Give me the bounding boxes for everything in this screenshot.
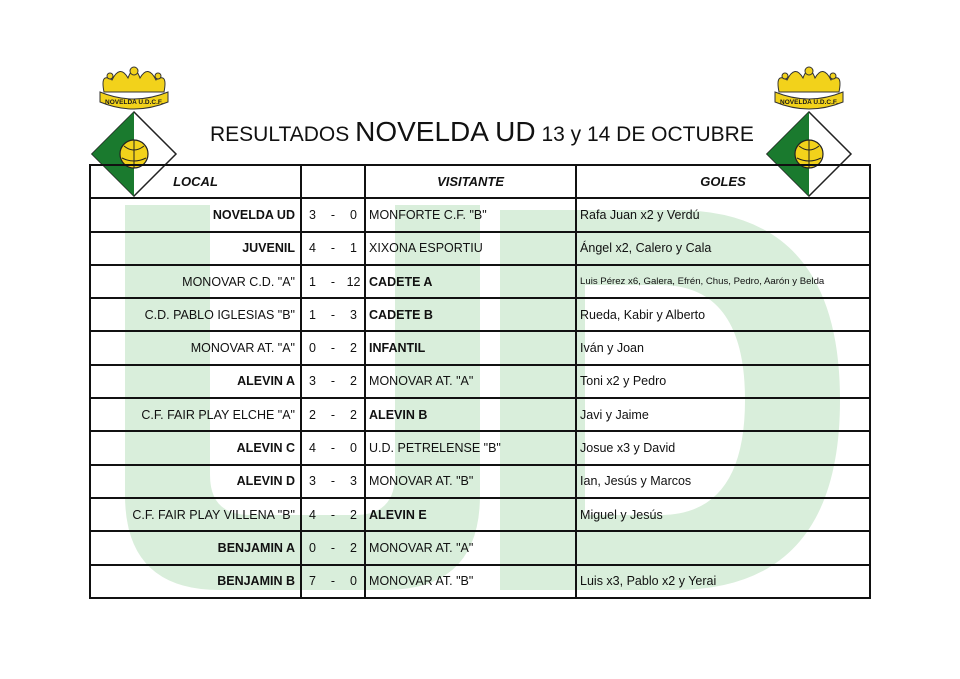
score-separator: - — [323, 565, 343, 598]
table-row — [90, 331, 870, 364]
table-row — [90, 298, 870, 331]
home-goals-cell: 3 — [301, 198, 323, 231]
scorers-cell: Toni x2 y Pedro — [576, 365, 870, 398]
table-row — [90, 565, 870, 598]
table-row — [90, 198, 870, 231]
visiting-team-cell: INFANTIL — [365, 331, 576, 364]
visiting-team-cell: ALEVIN E — [365, 498, 576, 531]
local-team-cell: MONOVAR C.D. "A" — [90, 265, 301, 298]
header-local: LOCAL — [90, 165, 301, 198]
away-goals-cell: 2 — [343, 531, 365, 564]
away-goals-cell: 0 — [343, 198, 365, 231]
away-goals-cell: 0 — [343, 565, 365, 598]
scorers-cell: Rueda, Kabir y Alberto — [576, 298, 870, 331]
away-goals-cell: 12 — [343, 265, 365, 298]
away-goals-cell: 3 — [343, 298, 365, 331]
local-team-cell: ALEVIN D — [90, 465, 301, 498]
score-separator: - — [323, 265, 343, 298]
visiting-team-cell: MONOVAR AT. "A" — [365, 365, 576, 398]
local-team-cell: C.F. FAIR PLAY VILLENA "B" — [90, 498, 301, 531]
scorers-cell: Iván y Joan — [576, 331, 870, 364]
table-row — [90, 232, 870, 265]
local-team-cell: ALEVIN A — [90, 365, 301, 398]
home-goals-cell: 3 — [301, 365, 323, 398]
score-separator: - — [323, 398, 343, 431]
away-goals-cell: 3 — [343, 465, 365, 498]
score-separator: - — [323, 365, 343, 398]
table-header-row — [90, 165, 870, 198]
results-table — [89, 164, 871, 599]
title-dates: 13 y 14 DE OCTUBRE — [541, 123, 754, 146]
score-separator: - — [323, 298, 343, 331]
title-club: NOVELDA UD — [355, 116, 536, 147]
header-goles: GOLES — [576, 165, 870, 198]
visiting-team-cell: XIXONA ESPORTIU — [365, 232, 576, 265]
home-goals-cell: 4 — [301, 232, 323, 265]
scorers-cell: Rafa Juan x2 y Verdú — [576, 198, 870, 231]
local-team-cell: MONOVAR AT. "A" — [90, 331, 301, 364]
home-goals-cell: 2 — [301, 398, 323, 431]
score-separator: - — [323, 498, 343, 531]
local-team-cell: JUVENIL — [90, 232, 301, 265]
score-separator: - — [323, 232, 343, 265]
local-team-cell: ALEVIN C — [90, 431, 301, 464]
home-goals-cell: 0 — [301, 331, 323, 364]
local-team-cell: C.D. PABLO IGLESIAS "B" — [90, 298, 301, 331]
crest-banner-text: NOVELDA U.D.C.F. — [105, 99, 163, 106]
local-team-cell: BENJAMIN B — [90, 565, 301, 598]
visiting-team-cell: ALEVIN B — [365, 398, 576, 431]
visiting-team-cell: MONOVAR AT. "B" — [365, 565, 576, 598]
header-score — [301, 165, 365, 198]
away-goals-cell: 2 — [343, 331, 365, 364]
title-prefix: RESULTADOS — [210, 123, 350, 146]
header-visitante: VISITANTE — [365, 165, 576, 198]
table-row — [90, 398, 870, 431]
table-row — [90, 431, 870, 464]
scorers-cell: Josue x3 y David — [576, 431, 870, 464]
scorers-cell: Ángel x2, Calero y Cala — [576, 232, 870, 265]
scorers-cell: Javi y Jaime — [576, 398, 870, 431]
scorers-cell: Ian, Jesús y Marcos — [576, 465, 870, 498]
home-goals-cell: 0 — [301, 531, 323, 564]
crest-banner-text: NOVELDA U.D.C.F. — [780, 99, 838, 106]
scorers-cell: Luis x3, Pablo x2 y Yerai — [576, 565, 870, 598]
home-goals-cell: 4 — [301, 498, 323, 531]
score-separator: - — [323, 465, 343, 498]
visiting-team-cell: MONOVAR AT. "B" — [365, 465, 576, 498]
table-row — [90, 465, 870, 498]
away-goals-cell: 2 — [343, 365, 365, 398]
score-separator: - — [323, 198, 343, 231]
visiting-team-cell: CADETE A — [365, 265, 576, 298]
table-row — [90, 498, 870, 531]
score-separator: - — [323, 431, 343, 464]
home-goals-cell: 1 — [301, 298, 323, 331]
scorers-cell: Miguel y Jesús — [576, 498, 870, 531]
home-goals-cell: 3 — [301, 465, 323, 498]
local-team-cell: BENJAMIN A — [90, 531, 301, 564]
local-team-cell: NOVELDA UD — [90, 198, 301, 231]
visiting-team-cell: CADETE B — [365, 298, 576, 331]
table-row — [90, 265, 870, 298]
table-row — [90, 531, 870, 564]
scorers-cell — [576, 531, 870, 564]
score-separator: - — [323, 331, 343, 364]
local-team-cell: C.F. FAIR PLAY ELCHE "A" — [90, 398, 301, 431]
table-row — [90, 365, 870, 398]
home-goals-cell: 4 — [301, 431, 323, 464]
away-goals-cell: 1 — [343, 232, 365, 265]
home-goals-cell: 1 — [301, 265, 323, 298]
scorers-cell: Luis Pérez x6, Galera, Efrén, Chus, Pedro, Aarón y Belda — [576, 265, 870, 298]
home-goals-cell: 7 — [301, 565, 323, 598]
visiting-team-cell: U.D. PETRELENSE "B" — [365, 431, 576, 464]
away-goals-cell: 2 — [343, 398, 365, 431]
away-goals-cell: 2 — [343, 498, 365, 531]
visiting-team-cell: MONFORTE C.F. "B" — [365, 198, 576, 231]
visiting-team-cell: MONOVAR AT. "A" — [365, 531, 576, 564]
page-title — [210, 112, 770, 152]
away-goals-cell: 0 — [343, 431, 365, 464]
score-separator: - — [323, 531, 343, 564]
